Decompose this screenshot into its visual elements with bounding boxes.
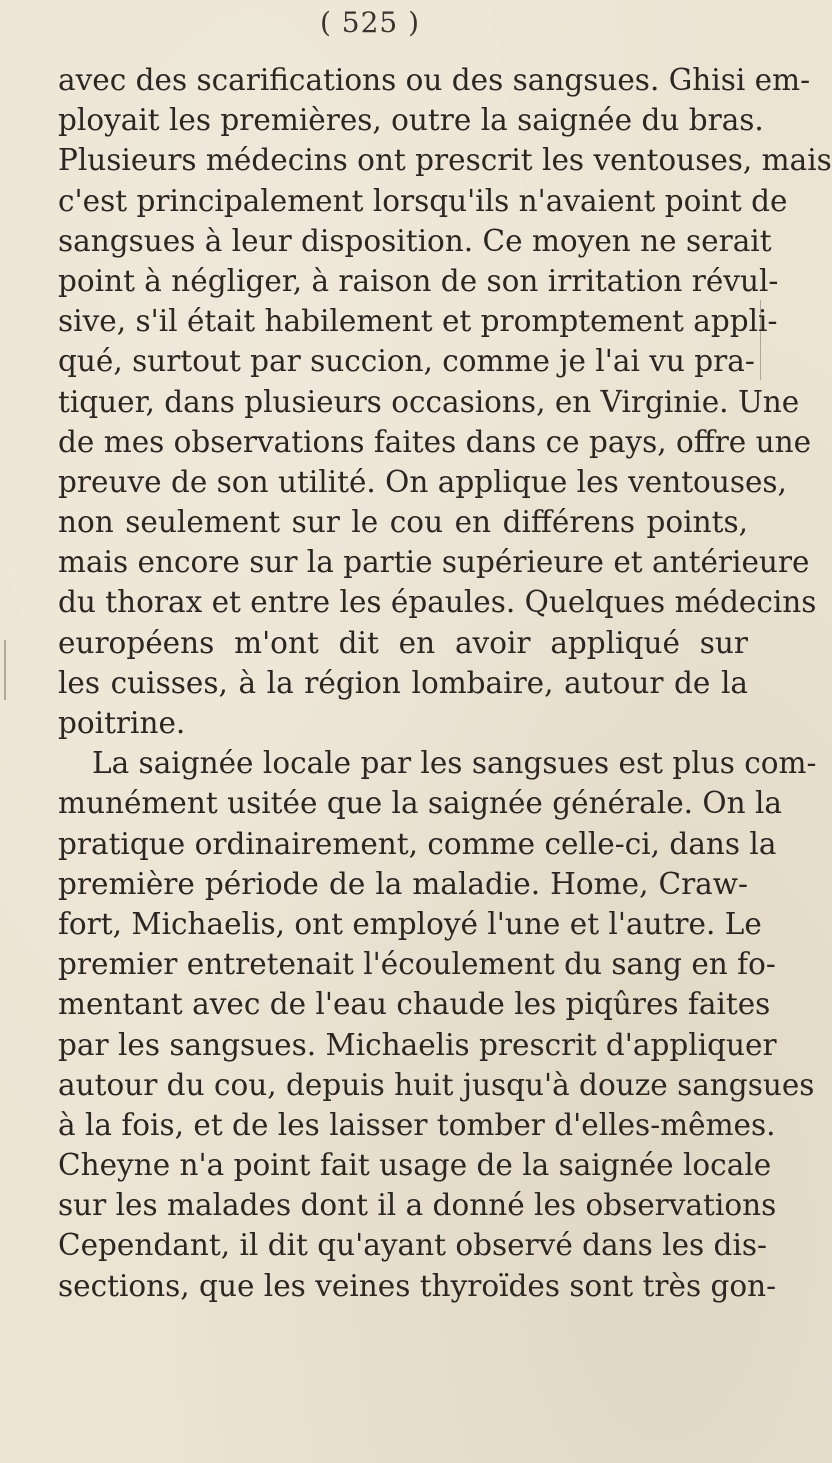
text-line: sections, que les veines thyroïdes sont très gon- xyxy=(58,1268,777,1303)
text-line: les cuisses, à la région lombaire, autour de la xyxy=(58,665,748,700)
body-text xyxy=(58,60,832,1306)
text-line: poitrine. xyxy=(58,706,186,740)
text-line: premier entretenait l'écoulement du sang en fo- xyxy=(58,947,776,982)
text-line: pratique ordinairement, comme celle-ci, dans la xyxy=(58,826,777,861)
text-line: du thorax et entre les épaules. Quelques médecins xyxy=(58,585,817,620)
text-line: point à négliger, à raison de son irritation révul- xyxy=(58,263,779,298)
text-line: munément usitée que la saignée générale. On la xyxy=(58,786,782,821)
text-line: à la fois, et de les laisser tomber d'elles-mêmes. xyxy=(58,1107,776,1142)
text-line: tiquer, dans plusieurs occasions, en Virginie. Une xyxy=(58,384,800,419)
text-line: Plusieurs médecins ont prescrit les ventouses, mais xyxy=(58,143,832,178)
text-line: c'est principalement lorsqu'ils n'avaient point de xyxy=(58,183,788,218)
text-line: qué, surtout par succion, comme je l'ai vu pra- xyxy=(58,344,755,379)
text-line: de mes observations faites dans ce pays, offre une xyxy=(58,424,812,459)
text-line: mentant avec de l'eau chaude les piqûres faites xyxy=(58,987,771,1022)
text-line: sangsues à leur disposition. Ce moyen ne serait xyxy=(58,223,772,258)
text-line: première période de la maladie. Home, Craw- xyxy=(58,866,748,901)
text-line: non seulement sur le cou en différens points, xyxy=(58,505,748,540)
paper-edge-mark xyxy=(4,640,6,700)
text-line: sur les malades dont il a donné les observations xyxy=(58,1188,777,1223)
text-line: Cheyne n'a point fait usage de la saignée locale xyxy=(58,1148,772,1183)
text-line: avec des scarifications ou des sangsues. Ghisi em- xyxy=(58,63,811,97)
text-line: autour du cou, depuis huit jusqu'à douze sangsues xyxy=(58,1067,815,1102)
text-line: par les sangsues. Michaelis prescrit d'appliquer xyxy=(58,1027,777,1062)
text-line: La saignée locale par les sangsues est plus com- xyxy=(92,746,817,781)
text-line: européens m'ont dit en avoir appliqué sur xyxy=(58,625,748,660)
text-line: mais encore sur la partie supérieure et antérieure xyxy=(58,545,810,580)
text-line: preuve de son utilité. On applique les ventouses, xyxy=(58,464,787,499)
text-line: ployait les premières, outre la saignée du bras. xyxy=(58,103,764,138)
text-line: fort, Michaelis, ont employé l'une et l'autre. Le xyxy=(58,906,762,941)
paper-edge-mark xyxy=(760,300,761,380)
page-number: ( 525 ) xyxy=(319,6,421,39)
text-line: sive, s'il était habilement et promptement appli- xyxy=(58,304,778,339)
text-line: Cependant, il dit qu'ayant observé dans les dis- xyxy=(58,1228,767,1263)
